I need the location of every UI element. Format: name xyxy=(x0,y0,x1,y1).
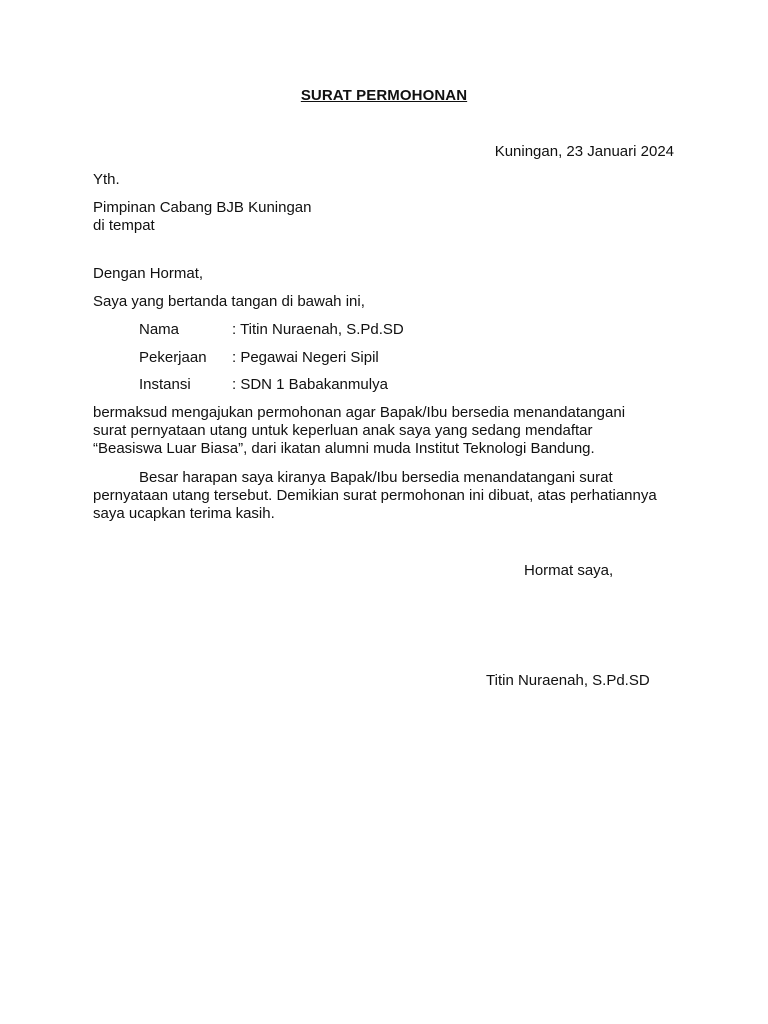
identity-value: : Titin Nuraenah, S.Pd.SD xyxy=(232,321,404,338)
paragraph-line: pernyataan utang tersebut. Demikian surat permohonan ini dibuat, atas perhatiannya xyxy=(93,487,657,504)
paragraph-line: “Beasiswa Luar Biasa”, dari ikatan alumni muda Institut Teknologi Bandung. xyxy=(93,440,595,457)
paragraph-line: surat pernyataan utang untuk keperluan anak saya yang sedang mendaftar xyxy=(93,422,593,439)
identity-row-institution xyxy=(139,375,404,403)
identity-label: Nama xyxy=(139,321,180,338)
paragraph-line: saya ucapkan terima kasih. xyxy=(93,505,275,522)
recipient-location: di tempat xyxy=(93,217,155,234)
identity-label: Instansi xyxy=(139,376,191,393)
closing-paragraph xyxy=(93,469,683,523)
greeting: Dengan Hormat, xyxy=(93,265,204,282)
request-paragraph xyxy=(93,404,683,458)
identity-value: : Pegawai Negeri Sipil xyxy=(232,348,379,366)
signer-name: Titin Nuraenah, S.Pd.SD xyxy=(486,672,650,689)
place-date: Kuningan, 23 Januari 2024 xyxy=(494,143,674,160)
identity-block xyxy=(139,320,404,403)
intro-sentence: Saya yang bertanda tangan di bawah ini, xyxy=(93,293,365,310)
identity-row-job xyxy=(139,348,404,376)
letter-title: SURAT PERMOHONAN xyxy=(300,87,468,104)
recipient-name: Pimpinan Cabang BJB Kuningan xyxy=(93,199,312,216)
identity-value: : SDN 1 Babakanmulya xyxy=(232,376,388,393)
paragraph-line-text: Besar harapan saya kiranya Bapak/Ibu bersedia menandatangani surat xyxy=(139,469,613,486)
identity-row-name xyxy=(139,320,404,348)
paragraph-line xyxy=(93,469,683,487)
paragraph-line: bermaksud mengajukan permohonan agar Bapak/Ibu bersedia menandatangani xyxy=(93,404,626,421)
salutation-to: Yth. xyxy=(93,171,120,188)
recipient-block xyxy=(93,199,311,235)
identity-label: Pekerjaan xyxy=(139,348,207,366)
closing-salutation: Hormat saya, xyxy=(524,562,614,579)
